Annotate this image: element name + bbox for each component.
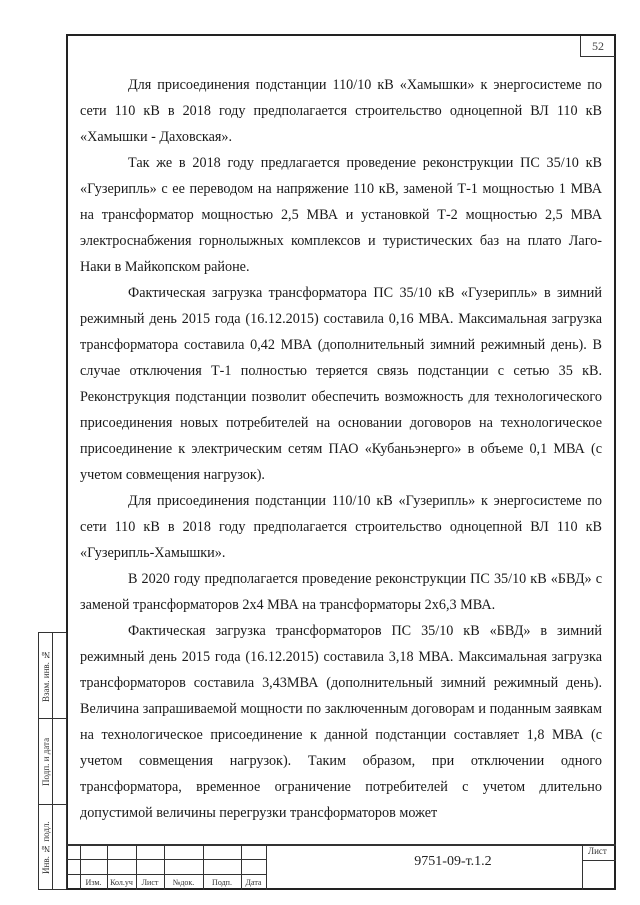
paragraph-4: Для присоединения подстанции 110/10 кВ «Гузерипль» к энергосистеме по сети 110 кВ в 2018 году предполагается строительство одноцепной ВЛ 110 кВ «Гузерипль-Хамышки». [80,493,602,561]
paragraph-3: Фактическая загрузка трансформатора ПС 35/10 кВ «Гузерипль» в зимний режимный день 2015 года (16.12.2015) составила 0,16 МВА. Максимальная загрузка трансформатора составила 0,42 МВА (дополнительный зимний режимный день). В случае отключения Т-1 полностью теряется связь подстанции с сетью 35 кВ. Реконструкция подстанции позволит обеспечить возможность для технологического присоединения новых потребителей на основании договоров на технологическое присоединение к электрическим сетям ПАО «Кубаньэнерго» в объеме 0,1 МВА (с учетом совмещения нагрузок). [80,285,602,483]
title-block [66,844,616,890]
col-change: Изм. [85,878,102,887]
sheet-label: Лист [588,846,607,856]
side-stamp-value-column [53,633,67,889]
col-count: Кол.уч [110,878,133,887]
paragraph-6: Фактическая загрузка трансформаторов ПС 35/10 кВ «БВД» в зимний режимный день 2015 года (16.12.2015) составила 3,18 МВА. Максимальная загрузка трансформаторов составила 3,43МВА (дополнительный зимний режимный день). Величина запрашиваемой мощности по заключенным договорам и поданным заявкам на технологическое присоединение к данной подстанции составляет 1,8 МВА (с учетом совмещения нагрузок). Таким образом, при отключении одного трансформатора, временное ограничение потребителей с учетом длительно допустимой величины перегрузки трансформаторов может [80,623,602,821]
col-sheet: Лист [141,878,159,887]
col-date: Дата [245,878,262,887]
page-number: 52 [580,36,615,57]
paragraph-1: Для присоединения подстанции 110/10 кВ «Хамышки» к энергосистеме по сети 110 кВ в 2018 году предполагается строительство одноцепной ВЛ 110 кВ «Хамышки - Даховская». [80,77,602,145]
col-doc-number: №док. [172,878,195,887]
original-inventory-label: Инв. № подл. [41,821,51,875]
col-signature: Подп. [212,878,232,887]
side-stamp-label-column [39,633,53,889]
paragraph-5: В 2020 году предполагается проведение реконструкции ПС 35/10 кВ «БВД» с заменой трансформаторов 2х4 МВА на трансформаторы 2х6,3 МВА. [80,571,602,613]
side-stamp [38,632,66,890]
document-code: 9751-09-т.1.2 [414,854,492,869]
paragraph-2: Так же в 2018 году предлагается проведение реконструкции ПС 35/10 кВ «Гузерипль» с ее переводом на напряжение 110 кВ, заменой Т-1 мощностью 1 МВА на трансформатор мощностью 2,5 МВА и установкой Т-2 мощностью 2,5 МВА электроснабжения горнолыжных комплексов и туристических баз на плато Лаго-Наки в Майкопском районе. [80,155,602,275]
signature-date-label: Подп. и дата [41,737,51,787]
document-body [80,72,602,826]
replaced-inventory-label: Взам. инв. № [41,649,51,703]
